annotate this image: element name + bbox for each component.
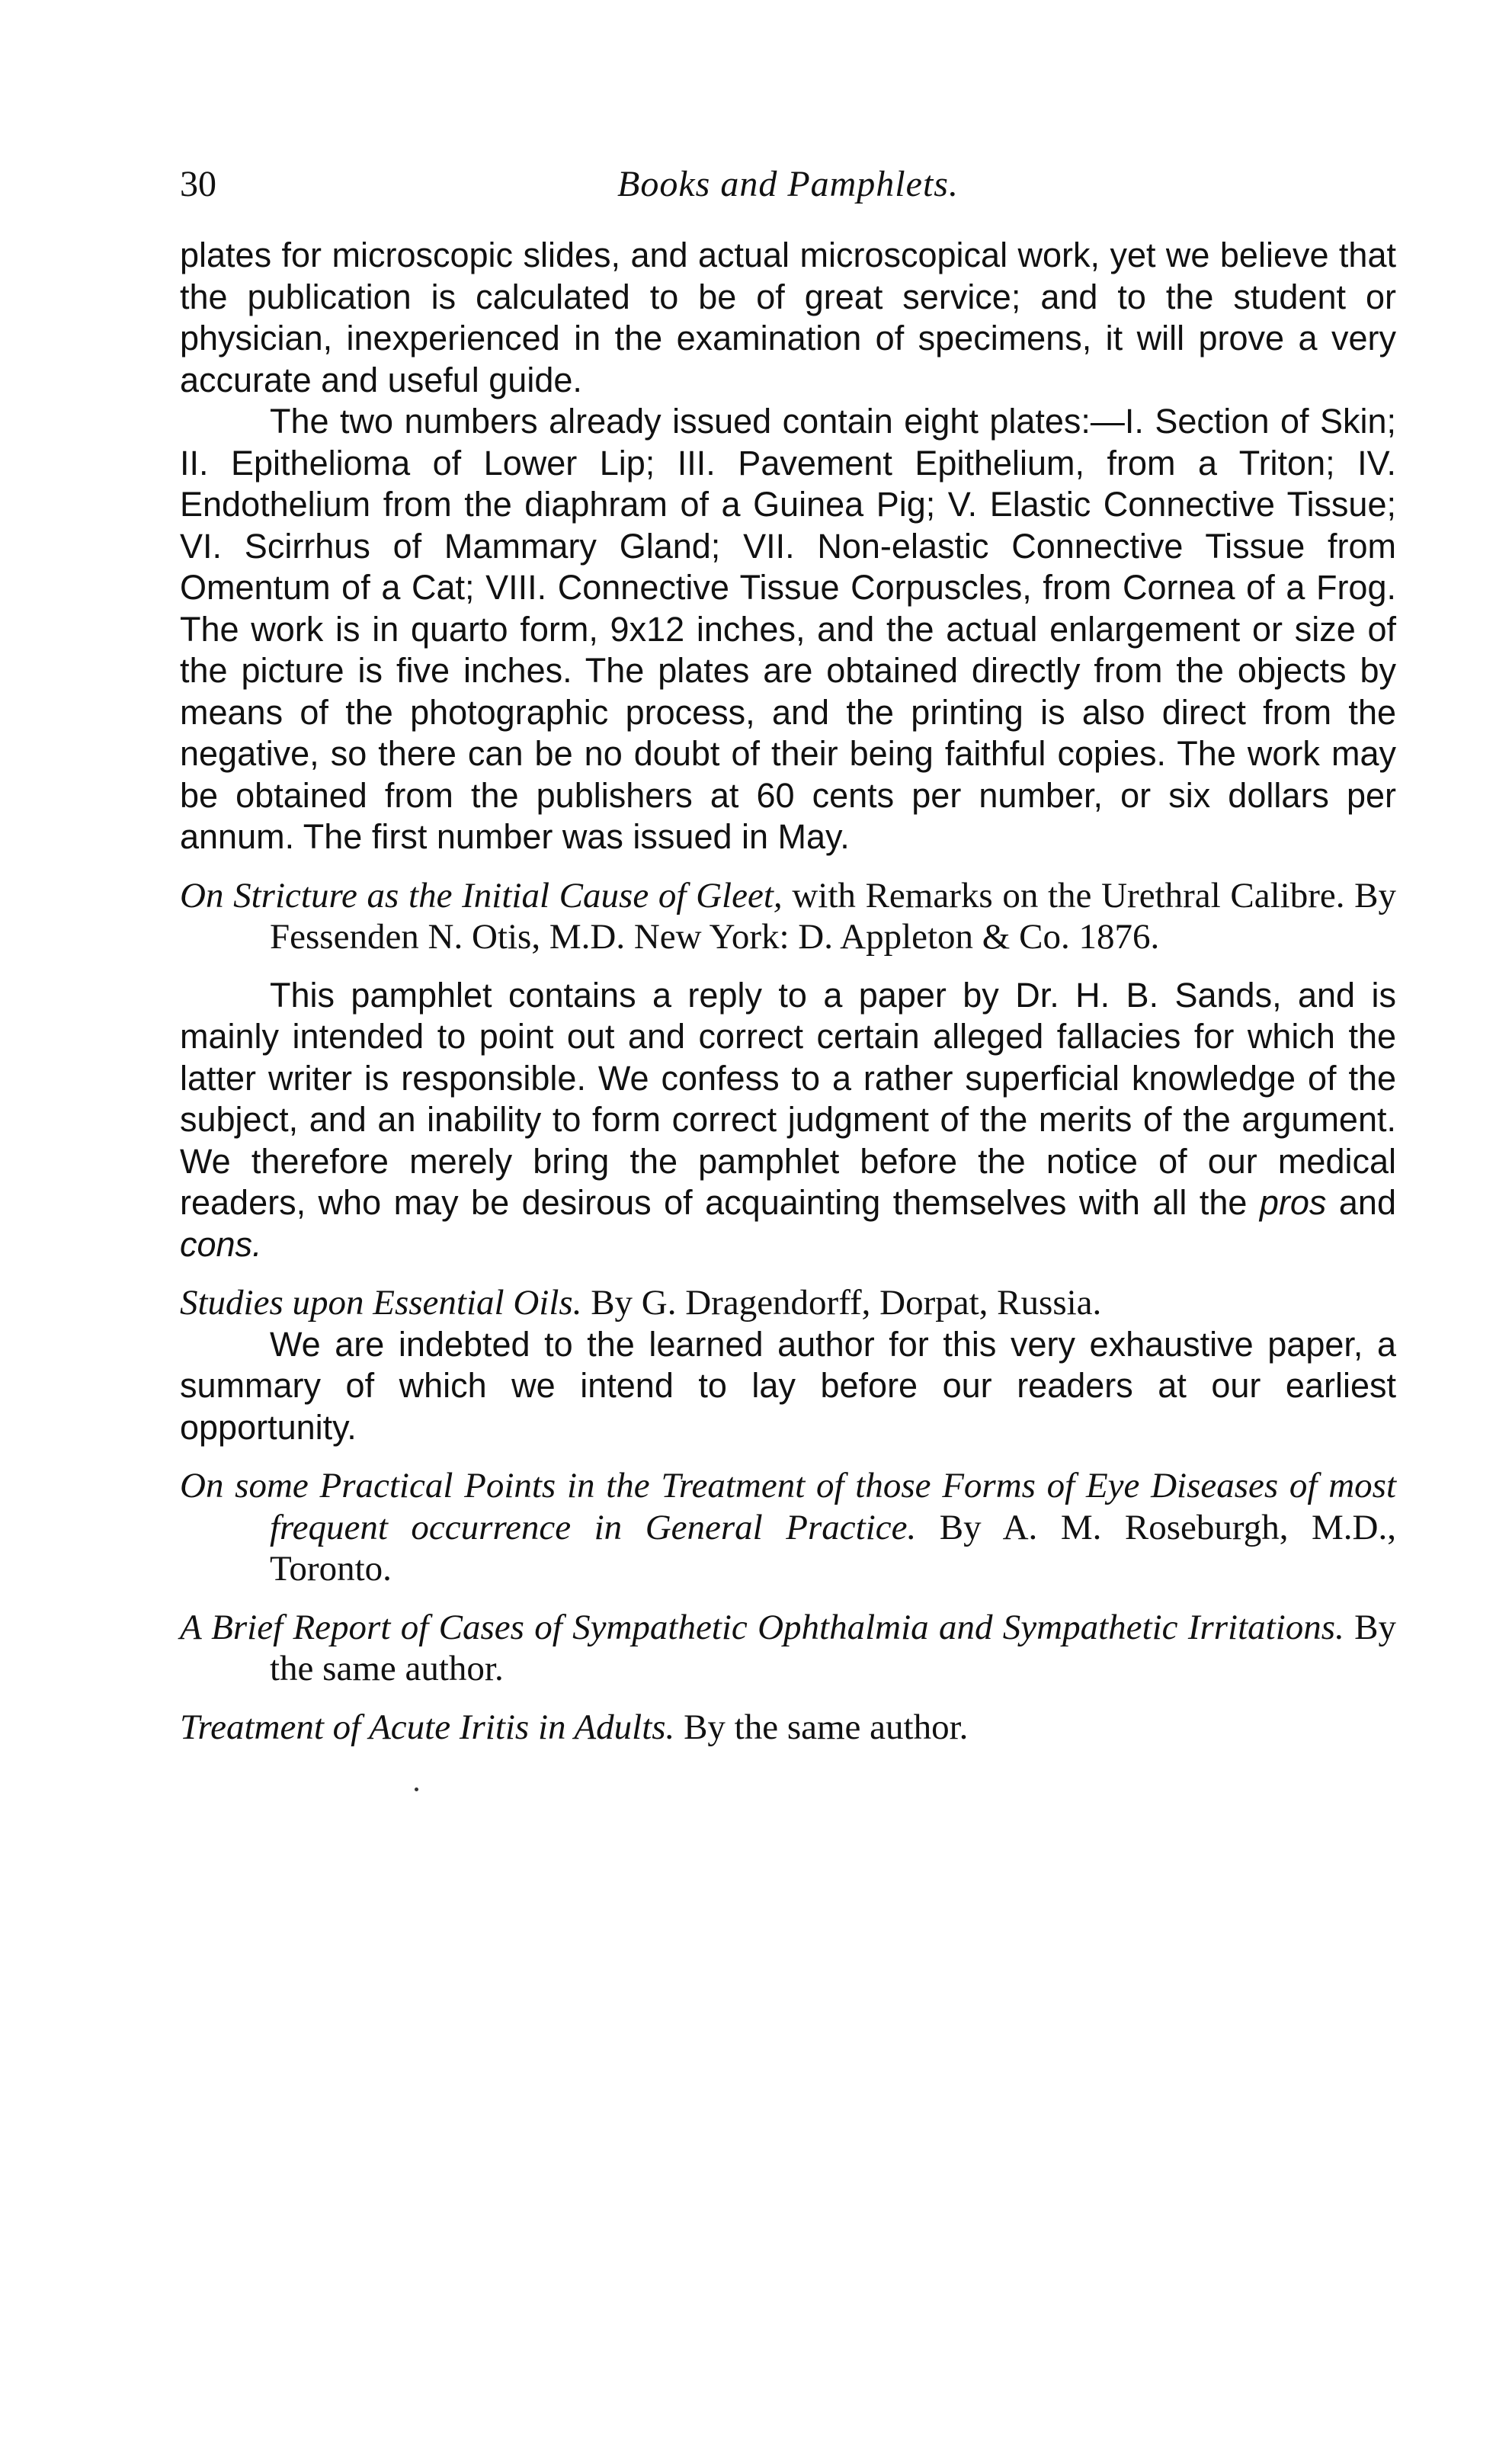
running-title: Books and Pamphlets. <box>617 164 959 204</box>
entry-details: By G. Dragendorff, Dorpat, Russia. <box>581 1283 1102 1323</box>
paragraph-review <box>180 975 1396 1266</box>
spacer <box>180 958 1396 975</box>
review-text: This pamphlet contains a reply to a paper by Dr. H. B. Sands, and is mainly intended to point out and correct certain alleged fallacies for which the latter writer is responsible. We confess to a rather superficial knowledge of the subject, and an inability to form correct judgment of the merits of the argument. We therefore merely bring the pamphlet before the notice of our medical readers, who may be desirous of acquainting themselves with all the <box>180 975 1396 1222</box>
page-number: 30 <box>180 164 216 204</box>
paragraph-indebted: We are indebted to the learned author for this very exhaustive paper, a summary of which we intend to lay before our readers at our earliest opportunity. <box>180 1324 1396 1447</box>
entry-details: By the same author. <box>270 1607 1396 1688</box>
review-and: and <box>1326 1183 1396 1222</box>
entry-sympathetic-ophthalmia <box>180 1607 1396 1690</box>
page-header <box>180 162 1396 207</box>
entry-essential-oils <box>180 1282 1396 1324</box>
entry-title: Studies upon Essential Oils. <box>180 1283 582 1323</box>
review-pros: pros <box>1259 1183 1327 1222</box>
entry-details: By A. M. Roseburgh, M.D., Toronto. <box>270 1507 1396 1589</box>
paragraph-continued: plates for microscopic slides, and actual microscopical work, yet we believe that the publication is calculated to be of great service; and to the student or physician, inexperienced in the examination of specimens, it will prove a very accurate and useful guide. <box>180 236 1396 399</box>
entry-details: By the same author. <box>674 1707 969 1747</box>
entry-stricture <box>180 875 1396 958</box>
entry-title: Treatment of Acute Iritis in Adults. <box>180 1707 675 1747</box>
review-cons: cons. <box>180 1224 262 1264</box>
entry-eye-diseases <box>180 1465 1396 1590</box>
entry-title: On Stricture as the Initial Cause of Gleet, <box>180 875 783 915</box>
spacer <box>180 858 1396 875</box>
entry-title: A Brief Report of Cases of Sympathetic Ophthalmia and Sympathetic Irritations. <box>180 1607 1344 1647</box>
spacer <box>180 1448 1396 1465</box>
spacer <box>180 1690 1396 1707</box>
page-body <box>180 235 1396 1748</box>
entry-details: with Remarks on the Urethral Calibre. By Fessenden N. Otis, M.D. New York: D. Appleton & Co. 1876. <box>270 875 1396 957</box>
entry-acute-iritis <box>180 1707 1396 1749</box>
spacer <box>180 1590 1396 1607</box>
spacer <box>180 1265 1396 1282</box>
ink-speck <box>415 1787 418 1791</box>
paragraph-plates: The two numbers already issued contain eight plates:—I. Section of Skin; II. Epithelioma of Lower Lip; III. Pavement Epithelium, from a Triton; IV. Endothelium from the diaphram of a Guinea Pig; V. Elastic Connective Tissue; VI. Scirrhus of Mammary Gland; VII. Non-elastic Connective Tissue from Omentum of a Cat; VIII. Connective Tissue Corpuscles, from Cornea of a Frog. The work is in quarto form, 9x12 inches, and the actual enlargement or size of the picture is five inches. The plates are obtained directly from the objects by means of the photographic process, and the printing is also direct from the negative, so there can be no doubt of their being faithful copies. The work may be obtained from the publishers at 60 cents per number, or six dollars per annum. The first number was issued in May. <box>180 402 1396 856</box>
page <box>180 162 1396 1748</box>
entry-title: On some Practical Points in the Treatment of those Forms of Eye Diseases of most frequent occurrence in General Practice. <box>180 1466 1396 1547</box>
